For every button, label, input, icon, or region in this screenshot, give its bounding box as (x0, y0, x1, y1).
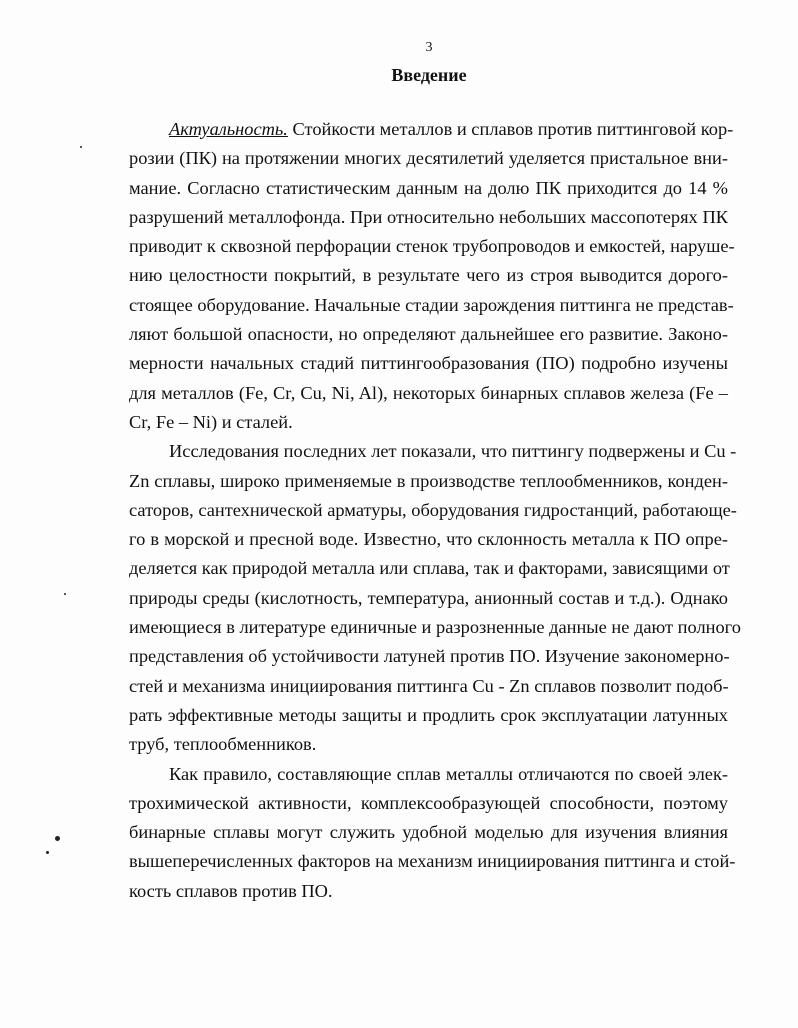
scan-speck (55, 836, 60, 841)
text-line: рать эффективные методы защиты и продлить срок эксплуатации латунных (129, 704, 728, 725)
text-line: Cr, Fe – Ni) и сталей. (129, 411, 293, 432)
text-line: представления об устойчивости латуней против ПО. Изучение закономерно- (129, 646, 730, 667)
text-line: мание. Согласно статистическим данным на долю ПК приходится до 14 % (129, 177, 728, 198)
text-line: труб, теплообменников. (129, 734, 317, 755)
text-line: мерности начальных стадий питтингообразования (ПО) подробно изучены (129, 353, 728, 374)
text-line: деляется как природой металла или сплава, так и факторами, зависящими от (129, 558, 730, 579)
text-line: трохимической активности, комплексообразующей способности, поэтому (129, 792, 728, 813)
text-line: природы среды (кислотность, температура, анионный состав и т.д.). Однако (129, 587, 728, 608)
text-line: разрушений металлофонда. При относительно небольших массопотерях ПК (129, 206, 728, 227)
text-line: го в морской и пресной воде. Известно, что склонность металла к ПО опре- (129, 529, 728, 550)
paragraph-research (129, 437, 741, 759)
paragraph-binary-alloys (129, 760, 736, 906)
text-line: Как правило, составляющие сплав металлы отличаются по своей элек- (169, 763, 728, 784)
text-line: Исследования последних лет показали, что питтингу подвержены и Cu - (169, 441, 737, 462)
text-line: розии (ПК) на протяжении многих десятилетий уделяется пристальное вни- (129, 148, 728, 169)
scan-speck (64, 593, 66, 595)
paragraph-relevance (129, 115, 735, 437)
text-line: Zn сплавы, широко применяемые в производстве теплообменников, конден- (129, 470, 728, 491)
text-line: бинарные сплавы могут служить удобной моделью для изучения влияния (129, 822, 728, 843)
text-line: Актуальность. Стойкости металлов и сплавов против питтинговой кор- (169, 119, 734, 139)
text-line: кость сплавов против ПО. (129, 880, 333, 901)
text-line: приводит к сквозной перфорации стенок трубопроводов и емкостей, наруше- (129, 236, 735, 257)
text-line: имеющиеся в литературе единичные и разрозненные данные не дают полного (129, 617, 741, 638)
text-line: нию целостности покрытий, в результате чего из строя выводится дорого- (129, 265, 728, 286)
text-line: саторов, сантехнической арматуры, оборудования гидростанций, работающе- (129, 499, 737, 520)
text-line: для металлов (Fe, Cr, Cu, Ni, Al), некоторых бинарных сплавов железа (Fe – (129, 382, 728, 403)
section-heading: Введение (391, 65, 467, 85)
scan-speck (46, 851, 49, 854)
paragraph-lead: Актуальность. (169, 119, 288, 139)
text-line: стоящее оборудование. Начальные стадии зарождения питтинга не представ- (129, 294, 734, 315)
text-line: ляют большой опасности, но определяют дальнейшее его развитие. Законо- (129, 324, 728, 345)
page-number: 3 (425, 40, 433, 55)
scan-speck (80, 146, 82, 148)
text-line: вышеперечисленных факторов на механизм инициирования питтинга и стой- (129, 851, 736, 872)
text-line: стей и механизма инициирования питтинга Cu - Zn сплавов позволит подоб- (129, 675, 729, 696)
body-text (129, 115, 741, 906)
